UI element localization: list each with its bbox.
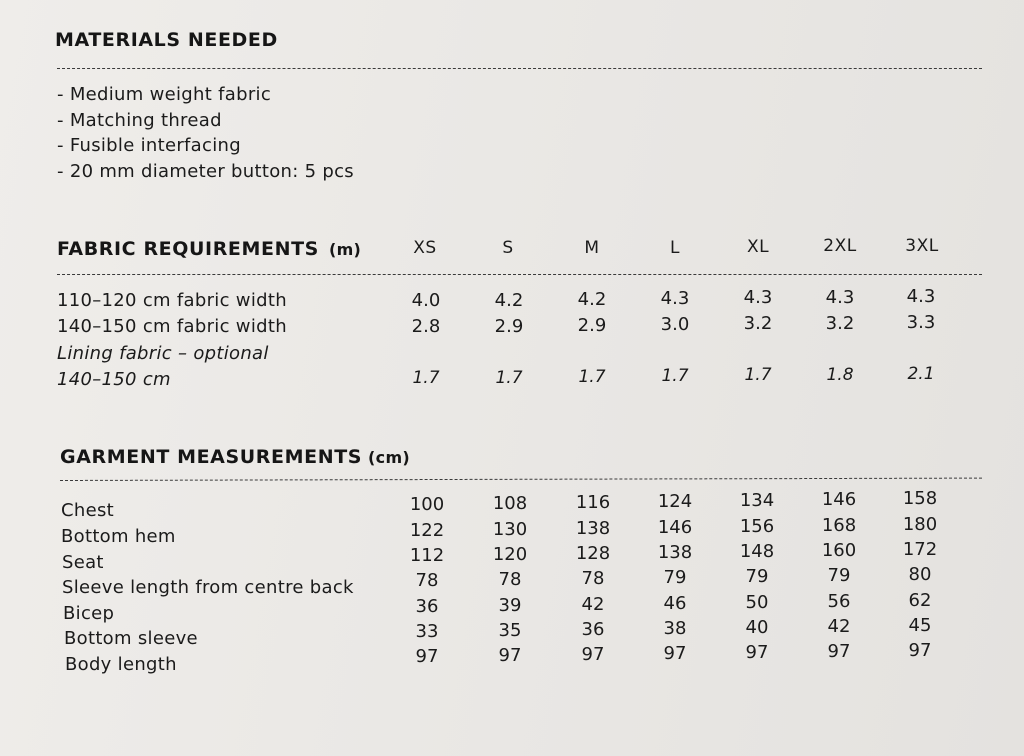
garment-row-label: Seat (62, 552, 104, 573)
garment-cell: 128 (575, 543, 611, 564)
materials-heading: MATERIALS NEEDED (55, 29, 278, 51)
garment-cell: 78 (498, 569, 522, 590)
garment-cell: 124 (657, 491, 693, 512)
garment-cell: 79 (663, 567, 687, 588)
materials-item: - Medium weight fabric (57, 84, 272, 105)
fabric-cell: 4.0 (411, 290, 441, 311)
materials-list (57, 82, 354, 184)
garment-cell: 100 (409, 494, 445, 515)
garment-row-label: Sleeve length from centre back (62, 577, 354, 598)
lining-cell: 1.7 (661, 366, 689, 386)
garment-cell: 97 (581, 644, 605, 665)
lining-cell: 1.7 (744, 365, 772, 385)
materials-item: - Matching thread (57, 109, 222, 131)
size-header-s: S (502, 238, 514, 258)
materials-item: - Fusible interfacing (57, 135, 241, 156)
garment-cell: 56 (827, 591, 851, 612)
size-header-2xl: 2XL (823, 236, 857, 256)
garment-cell: 146 (657, 517, 693, 538)
garment-cell: 35 (498, 620, 522, 641)
garment-cell: 50 (745, 592, 769, 613)
materials-item: - 20 mm diameter button: 5 pcs (57, 160, 354, 182)
lining-cell: 1.8 (826, 365, 854, 385)
lining-label-line1: Lining fabric – optional (57, 343, 269, 364)
garment-divider (60, 478, 982, 481)
garment-cell: 39 (498, 595, 522, 616)
garment-cell: 62 (908, 590, 932, 611)
garment-cell: 148 (739, 541, 775, 562)
fabric-cell: 2.8 (411, 316, 441, 337)
garment-heading-title: GARMENT MEASUREMENTS (60, 446, 363, 468)
garment-row-label: Bottom hem (61, 526, 176, 547)
garment-row-label: Body length (65, 654, 177, 675)
garment-cell: 79 (827, 565, 851, 586)
fabric-divider (57, 274, 982, 275)
garment-cell: 40 (745, 617, 769, 638)
size-header-xs: XS (413, 238, 437, 258)
fabric-cell: 4.3 (906, 286, 936, 307)
garment-cell: 97 (415, 646, 439, 667)
size-header-l: L (670, 238, 680, 258)
garment-cell: 36 (415, 596, 439, 617)
garment-cell: 97 (908, 640, 932, 661)
garment-cell: 46 (663, 593, 687, 614)
garment-cell: 112 (409, 545, 445, 566)
garment-cell: 160 (821, 540, 857, 561)
garment-cell: 97 (745, 642, 769, 663)
size-header-m: M (584, 238, 600, 258)
garment-cell: 97 (498, 645, 522, 666)
garment-cell: 38 (663, 618, 687, 639)
garment-cell: 172 (902, 539, 938, 560)
garment-cell: 158 (902, 488, 938, 509)
fabric-cell: 3.0 (660, 314, 690, 335)
size-header-3xl: 3XL (905, 236, 939, 256)
fabric-cell: 4.2 (577, 289, 607, 310)
lining-cell: 1.7 (495, 368, 523, 388)
garment-cell: 42 (827, 616, 851, 637)
garment-cell: 78 (581, 568, 605, 589)
fabric-cell: 2.9 (577, 315, 607, 336)
lining-label-line2: 140–150 cm (57, 369, 171, 390)
garment-heading-unit: (cm) (368, 448, 411, 467)
garment-cell: 134 (739, 490, 775, 511)
lining-cell: 1.7 (578, 367, 606, 387)
garment-cell: 42 (581, 594, 605, 615)
garment-cell: 45 (908, 615, 932, 636)
materials-divider (57, 68, 982, 69)
fabric-cell: 3.2 (825, 313, 855, 334)
garment-cell: 116 (575, 492, 611, 513)
garment-cell: 97 (827, 641, 851, 662)
fabric-heading (57, 238, 361, 260)
fabric-cell: 4.3 (743, 287, 773, 308)
garment-row-label: Bicep (63, 603, 115, 624)
garment-cell: 36 (581, 619, 605, 640)
fabric-cell: 3.2 (743, 313, 773, 334)
garment-cell: 138 (575, 518, 611, 539)
garment-cell: 97 (663, 643, 687, 664)
garment-cell: 138 (657, 542, 693, 563)
garment-cell: 156 (739, 516, 775, 537)
garment-cell: 108 (492, 493, 528, 514)
garment-cell: 79 (745, 566, 769, 587)
garment-row-label: Chest (61, 500, 114, 521)
fabric-cell: 3.3 (906, 312, 936, 333)
fabric-row-label: 140–150 cm fabric width (57, 316, 287, 337)
garment-cell: 130 (492, 519, 528, 540)
garment-cell: 80 (908, 564, 932, 585)
garment-cell: 180 (902, 514, 938, 535)
garment-cell: 122 (409, 520, 445, 541)
fabric-cell: 2.9 (494, 316, 524, 337)
fabric-row-label: 110–120 cm fabric width (57, 290, 287, 311)
fabric-cell: 4.3 (825, 287, 855, 308)
fabric-cell: 4.3 (660, 288, 690, 309)
fabric-heading-title: FABRIC REQUIREMENTS (57, 238, 319, 260)
fabric-heading-unit: (m) (328, 240, 362, 259)
garment-cell: 78 (415, 570, 439, 591)
garment-cell: 120 (492, 544, 528, 565)
garment-cell: 168 (821, 515, 857, 536)
size-header-xl: XL (746, 237, 770, 257)
garment-cell: 146 (821, 489, 857, 510)
garment-cell: 33 (415, 621, 439, 642)
garment-heading (60, 446, 410, 468)
fabric-cell: 4.2 (494, 290, 524, 311)
lining-cell: 2.1 (907, 364, 935, 384)
garment-row-label: Bottom sleeve (64, 628, 198, 649)
lining-cell: 1.7 (412, 368, 440, 388)
